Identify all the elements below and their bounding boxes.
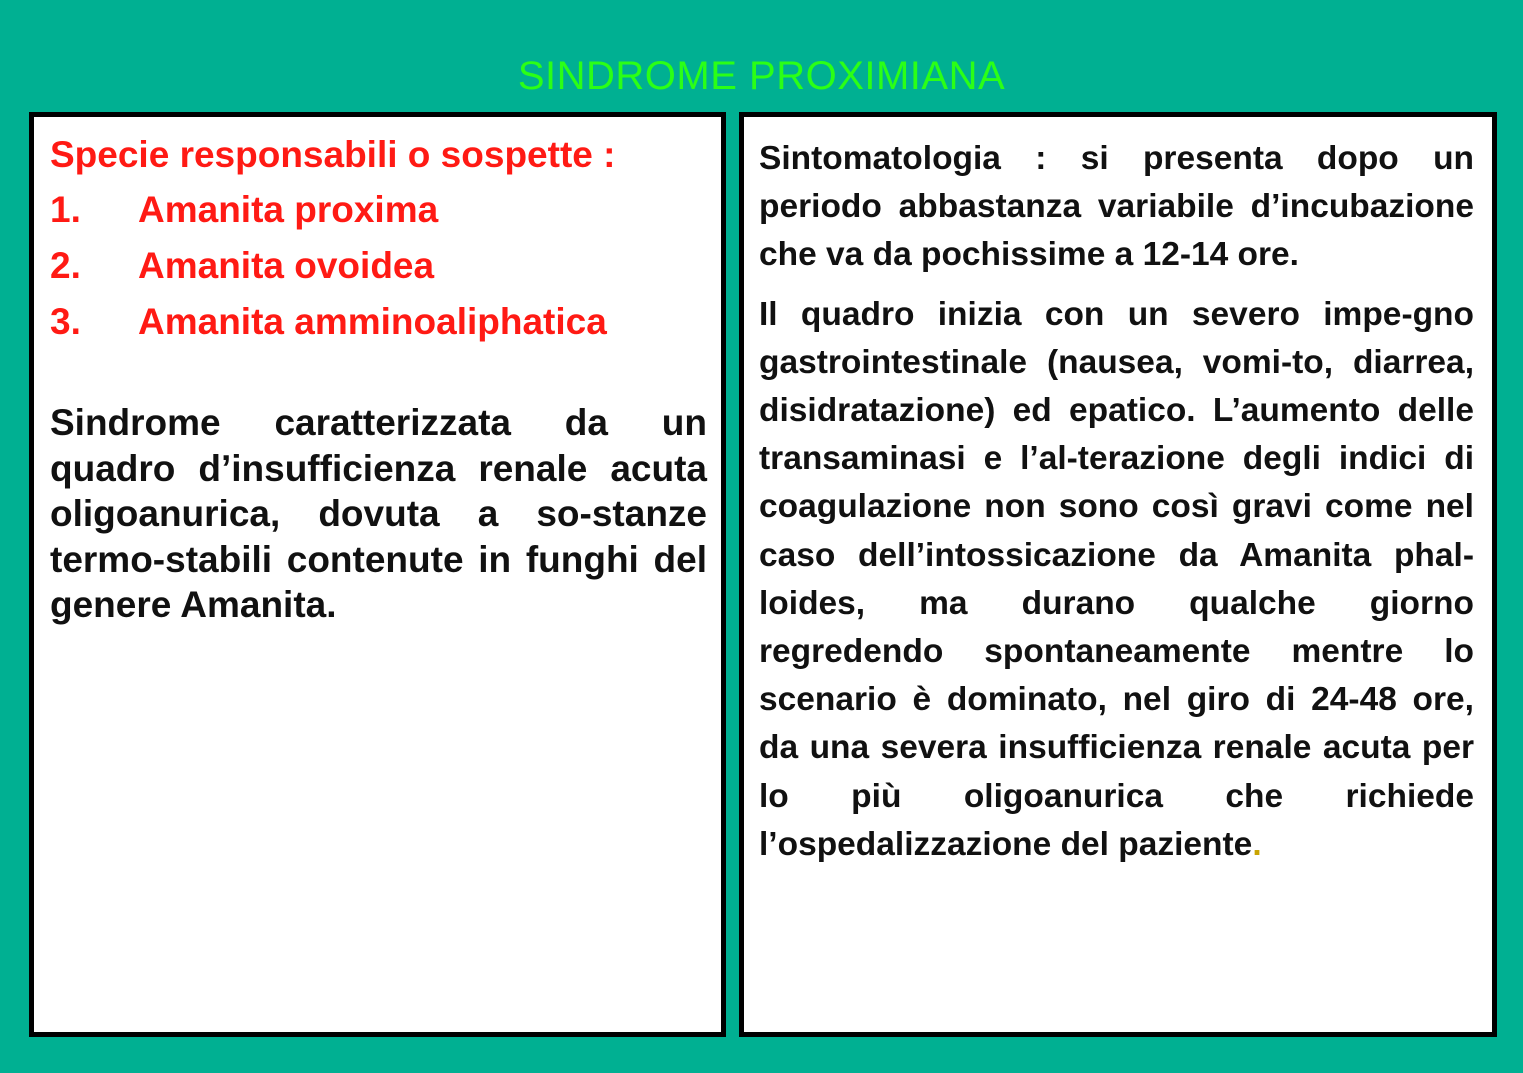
- list-item-number: 2.: [50, 245, 81, 286]
- list-item-number: 1.: [50, 189, 81, 230]
- list-item: [50, 300, 707, 344]
- paragraph-end-dot: .: [1252, 825, 1262, 863]
- symptoms-paragraph-incubation: Sintomatologia : si presenta dopo un periodo abbastanza variabile d’incubazione che va da pochissime a 12-14 ore.: [759, 140, 1474, 274]
- clinical-course-text: Il quadro inizia con un severo impe-gno gastrointestinale (nausea, vomi-to, diarrea, disidratazione) ed epatico. L’aumento delle transaminasi e l’al-terazione degli indici di coagulazione non sono così gravi come nel caso dell’intossicazione da Amanita phal-loides, ma durano qualche giorno regredendo spontaneamente mentre lo scenario è dominato, nel giro di 24-48 ore, da una severa insufficienza renale acuta per lo più oligoanurica che richiede l’ospedalizzazione del paziente: [759, 295, 1474, 863]
- list-item-name: Amanita proxima: [138, 189, 439, 230]
- species-heading: Specie responsabili o sospette :: [50, 134, 616, 175]
- symptoms-panel: [739, 112, 1497, 1037]
- list-item-name: Amanita amminoaliphatica: [138, 301, 607, 342]
- list-item: [50, 188, 707, 232]
- symptoms-paragraph-clinical-course: [759, 291, 1474, 869]
- list-item: [50, 244, 707, 288]
- species-panel: [29, 112, 726, 1037]
- list-item-name: Amanita ovoidea: [138, 245, 435, 286]
- list-item-number: 3.: [50, 301, 81, 342]
- syndrome-description: Sindrome caratterizzata da un quadro d’insufficienza renale acuta oligoanurica, dovuta a so-stanze termo-stabili contenute in funghi del genere Amanita.: [50, 402, 707, 625]
- slide-title: SINDROME PROXIMIANA: [517, 54, 1006, 98]
- species-list: [50, 188, 707, 344]
